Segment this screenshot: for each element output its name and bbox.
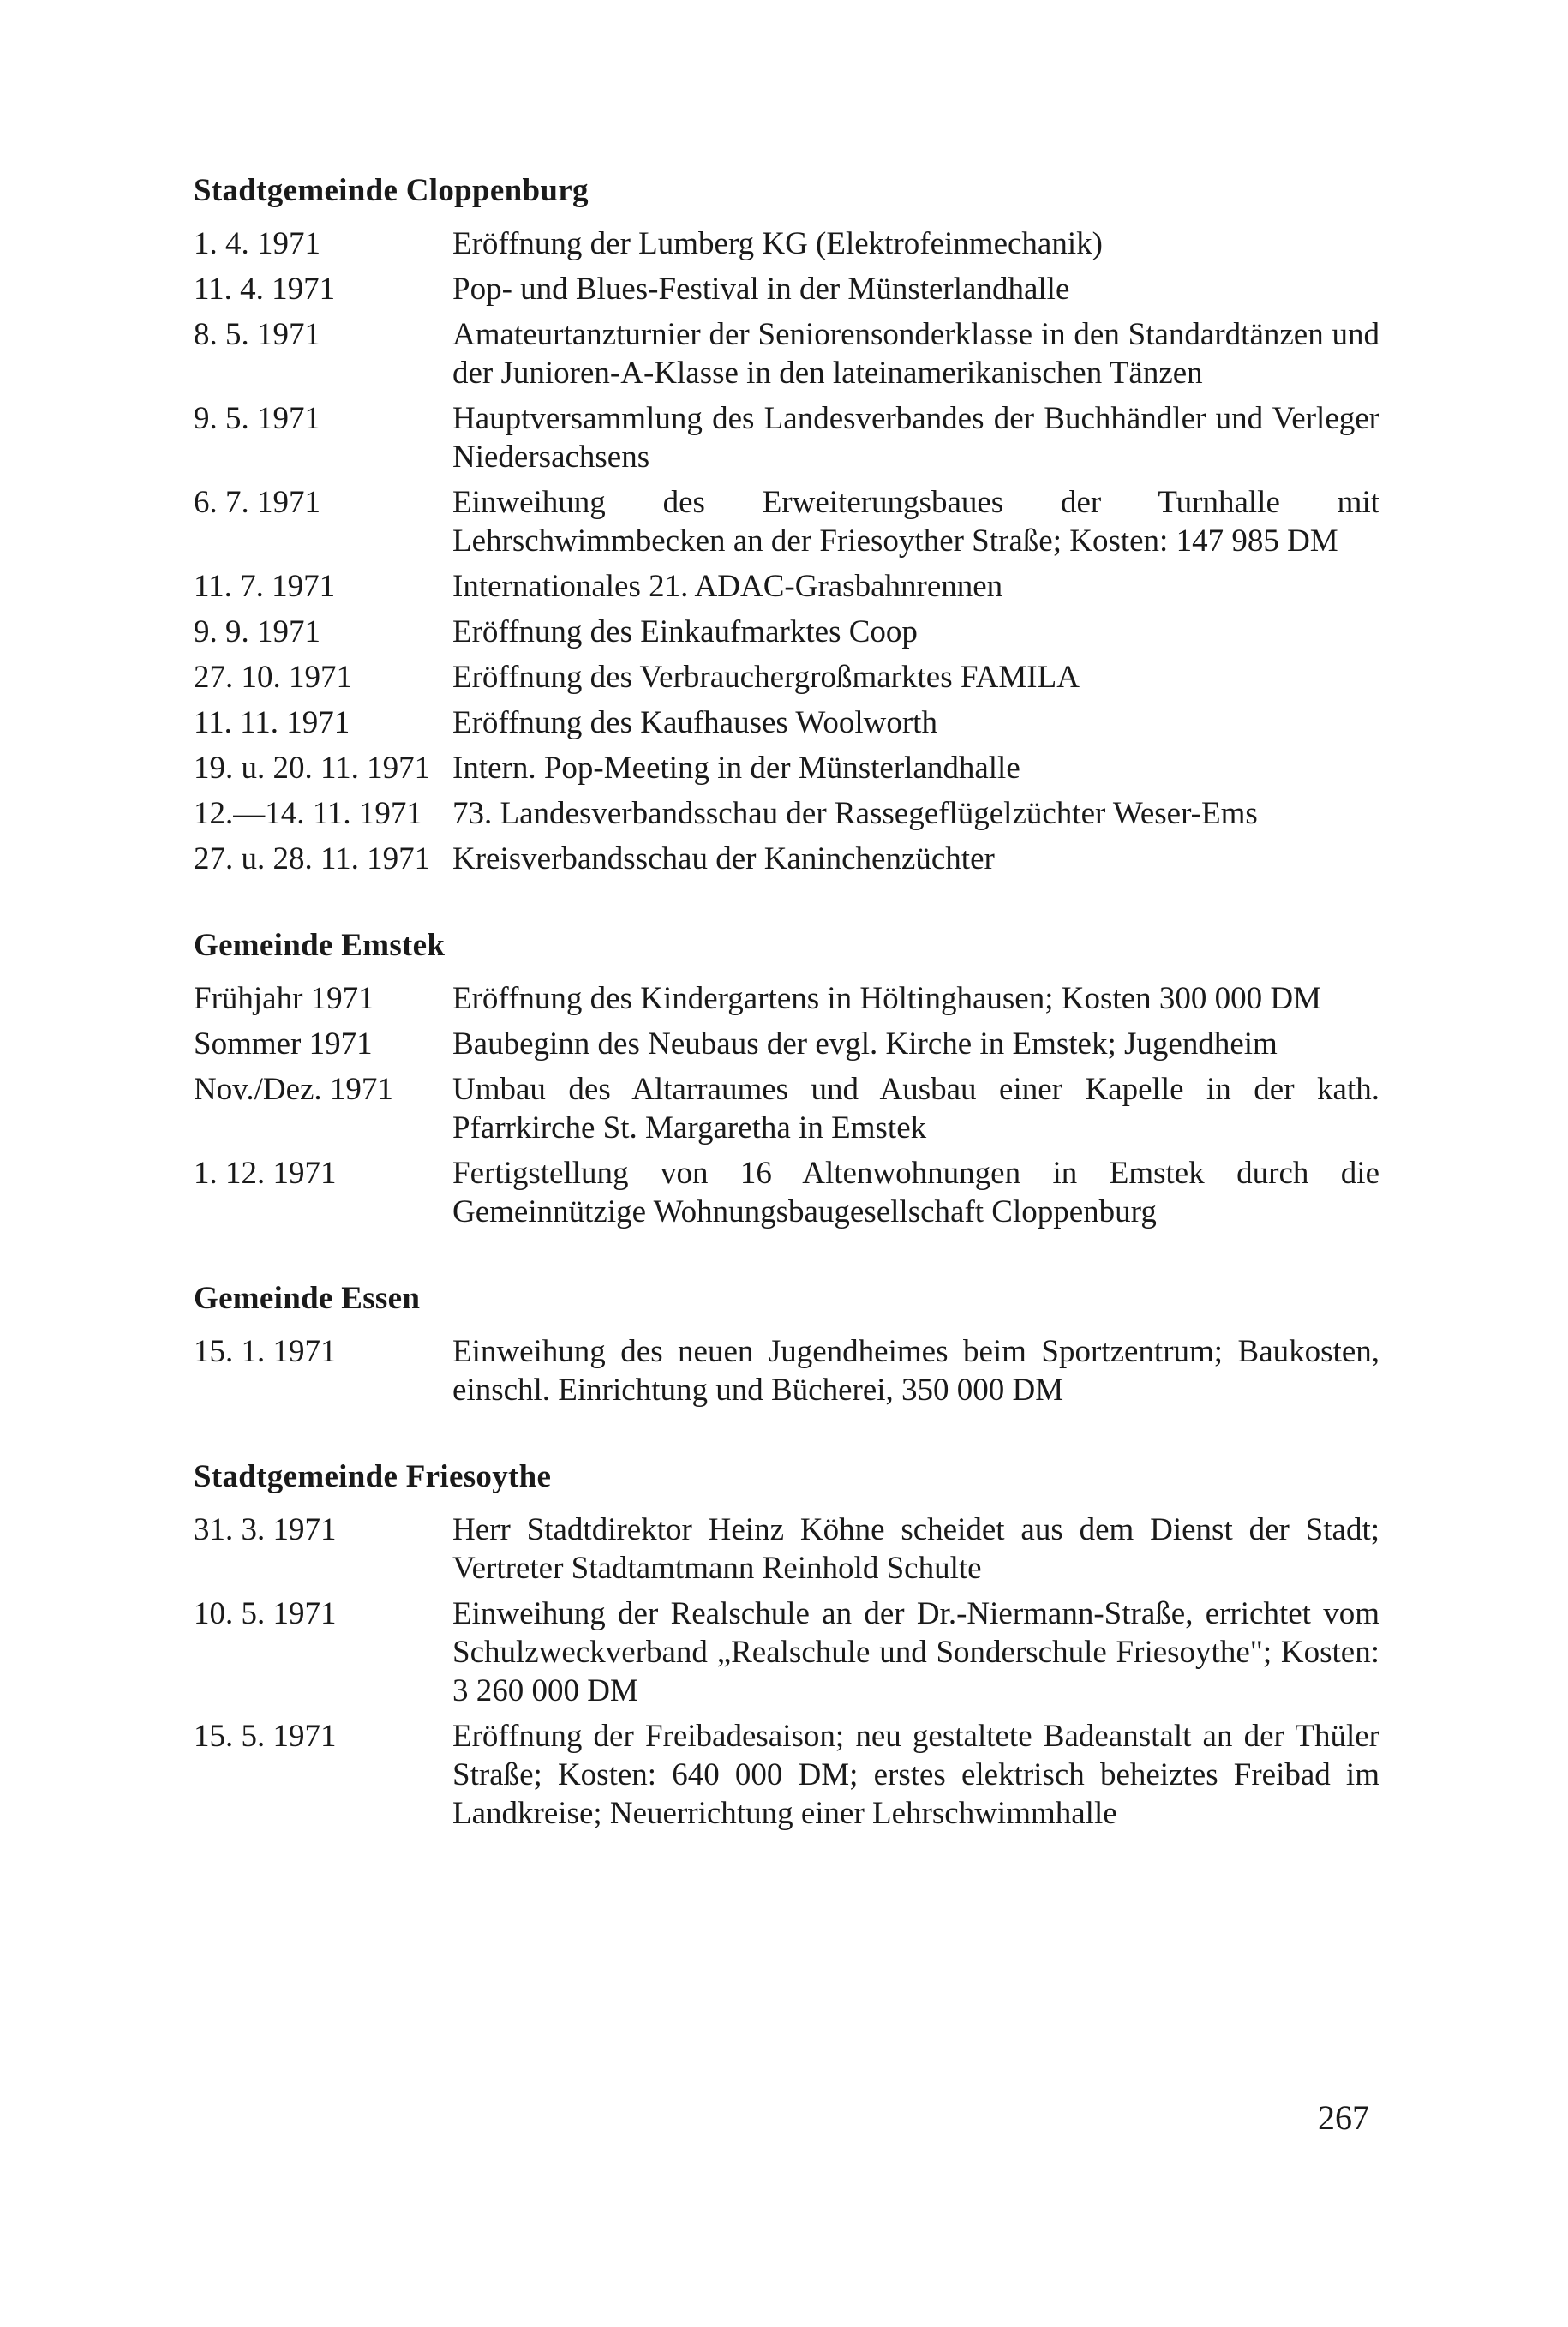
section-title: Gemeinde Essen xyxy=(194,1281,421,1316)
entry-text: Intern. Pop-Meeting in der Münsterlandhalle xyxy=(452,751,1020,786)
entry-text: 73. Landesverbandsschau der Rassegeflügelzüchter Weser-Ems xyxy=(452,796,1258,831)
chronicle-entry xyxy=(194,979,1379,1018)
entry-text: Einweihung des neuen Jugendheimes beim Sportzentrum; Baukosten, einschl. Einrichtung und Bücherei, 350 000 DM xyxy=(452,1334,1379,1408)
chronicle-entry xyxy=(194,1510,1379,1588)
entry-date: 15. 1. 1971 xyxy=(194,1334,337,1369)
chronicle-sections xyxy=(194,171,1379,1833)
entry-date: Frühjahr 1971 xyxy=(194,981,374,1016)
chronicle-entry xyxy=(194,1025,1379,1063)
entry-text: Hauptversammlung des Landesverbandes der Buchhändler und Verleger Niedersachsens xyxy=(452,401,1379,475)
chronicle-entry xyxy=(194,613,1379,651)
section xyxy=(194,926,1379,1231)
entry-text: Amateurtanzturnier der Seniorensonderklasse in den Standardtänzen und der Junioren-A-Klasse in den lateinamerikanischen Tänzen xyxy=(452,317,1379,391)
entry-date: 19. u. 20. 11. 1971 xyxy=(194,751,431,786)
entry-text: Kreisverbandsschau der Kaninchenzüchter xyxy=(452,841,995,876)
chronicle-entry xyxy=(194,399,1379,476)
section-title: Stadtgemeinde Friesoythe xyxy=(194,1459,552,1494)
entry-text: Umbau des Altarraumes und Ausbau einer Kapelle in der kath. Pfarrkirche St. Margaretha in Emstek xyxy=(452,1072,1379,1146)
entry-text: Internationales 21. ADAC-Grasbahnrennen xyxy=(452,569,1003,604)
page-body xyxy=(194,171,1379,1881)
entry-date: 9. 5. 1971 xyxy=(194,401,320,436)
chronicle-entry xyxy=(194,483,1379,560)
entry-text: Pop- und Blues-Festival in der Münsterlandhalle xyxy=(452,272,1070,307)
chronicle-entry xyxy=(194,794,1379,833)
entry-date: 15. 5. 1971 xyxy=(194,1719,337,1754)
entry-date: 6. 7. 1971 xyxy=(194,485,320,520)
entry-text: Eröffnung der Lumberg KG (Elektrofeinmechanik) xyxy=(452,226,1103,261)
entry-date: 10. 5. 1971 xyxy=(194,1596,337,1631)
entry-date: 11. 7. 1971 xyxy=(194,569,336,604)
chronicle-entry xyxy=(194,1717,1379,1833)
entry-date: Nov./Dez. 1971 xyxy=(194,1072,393,1107)
section xyxy=(194,1279,1379,1409)
entry-date: 31. 3. 1971 xyxy=(194,1512,337,1547)
section xyxy=(194,171,1379,878)
entry-date: Sommer 1971 xyxy=(194,1026,373,1062)
entry-date: 27. 10. 1971 xyxy=(194,660,352,695)
chronicle-entry xyxy=(194,1594,1379,1710)
chronicle-entry xyxy=(194,749,1379,787)
chronicle-entry xyxy=(194,1154,1379,1231)
section xyxy=(194,1457,1379,1833)
entry-text: Eröffnung des Kaufhauses Woolworth xyxy=(452,705,937,740)
section-title: Stadtgemeinde Cloppenburg xyxy=(194,173,589,208)
entry-text: Eröffnung des Verbrauchergroßmarktes FAMILA xyxy=(452,660,1080,695)
chronicle-entry xyxy=(194,703,1379,742)
entry-text: Eröffnung der Freibadesaison; neu gestaltete Badeanstalt an der Thüler Straße; Kosten: 640 000 DM; erstes elektrisch beheiztes Freibad im Landkreise; Neuerrichtung einer Lehrschwimmhalle xyxy=(452,1719,1379,1831)
chronicle-entry xyxy=(194,658,1379,697)
chronicle-entry xyxy=(194,270,1379,308)
entry-text: Einweihung der Realschule an der Dr.-Niermann-Straße, errichtet vom Schulzweckverband „Realschule und Sonderschule Friesoythe"; Kosten: 3 260 000 DM xyxy=(452,1596,1379,1708)
entry-text: Eröffnung des Einkaufmarktes Coop xyxy=(452,614,918,649)
chronicle-entry xyxy=(194,224,1379,263)
entry-date: 11. 11. 1971 xyxy=(194,705,350,740)
entry-text: Einweihung des Erweiterungsbaues der Turnhalle mit Lehrschwimmbecken an der Friesoyther Straße; Kosten: 147 985 DM xyxy=(452,485,1379,559)
entry-text: Herr Stadtdirektor Heinz Köhne scheidet aus dem Dienst der Stadt; Vertreter Stadtamtmann Reinhold Schulte xyxy=(452,1512,1379,1586)
entry-date: 1. 4. 1971 xyxy=(194,226,320,261)
entry-date: 9. 9. 1971 xyxy=(194,614,320,649)
entry-date: 11. 4. 1971 xyxy=(194,272,336,307)
chronicle-entry xyxy=(194,1070,1379,1147)
chronicle-entry xyxy=(194,1332,1379,1409)
entry-date: 8. 5. 1971 xyxy=(194,317,320,352)
page-number: 267 xyxy=(1318,2098,1369,2137)
entry-text: Fertigstellung von 16 Altenwohnungen in Emstek durch die Gemeinnützige Wohnungsbaugesellschaft Cloppenburg xyxy=(452,1156,1379,1229)
entry-date: 27. u. 28. 11. 1971 xyxy=(194,841,431,876)
chronicle-entry xyxy=(194,567,1379,606)
entry-text: Baubeginn des Neubaus der evgl. Kirche in Emstek; Jugendheim xyxy=(452,1026,1278,1062)
section-title: Gemeinde Emstek xyxy=(194,928,446,963)
entry-date: 12.—14. 11. 1971 xyxy=(194,796,422,831)
chronicle-entry xyxy=(194,840,1379,878)
entry-text: Eröffnung des Kindergartens in Höltinghausen; Kosten 300 000 DM xyxy=(452,981,1321,1016)
chronicle-entry xyxy=(194,315,1379,392)
entry-date: 1. 12. 1971 xyxy=(194,1156,337,1191)
